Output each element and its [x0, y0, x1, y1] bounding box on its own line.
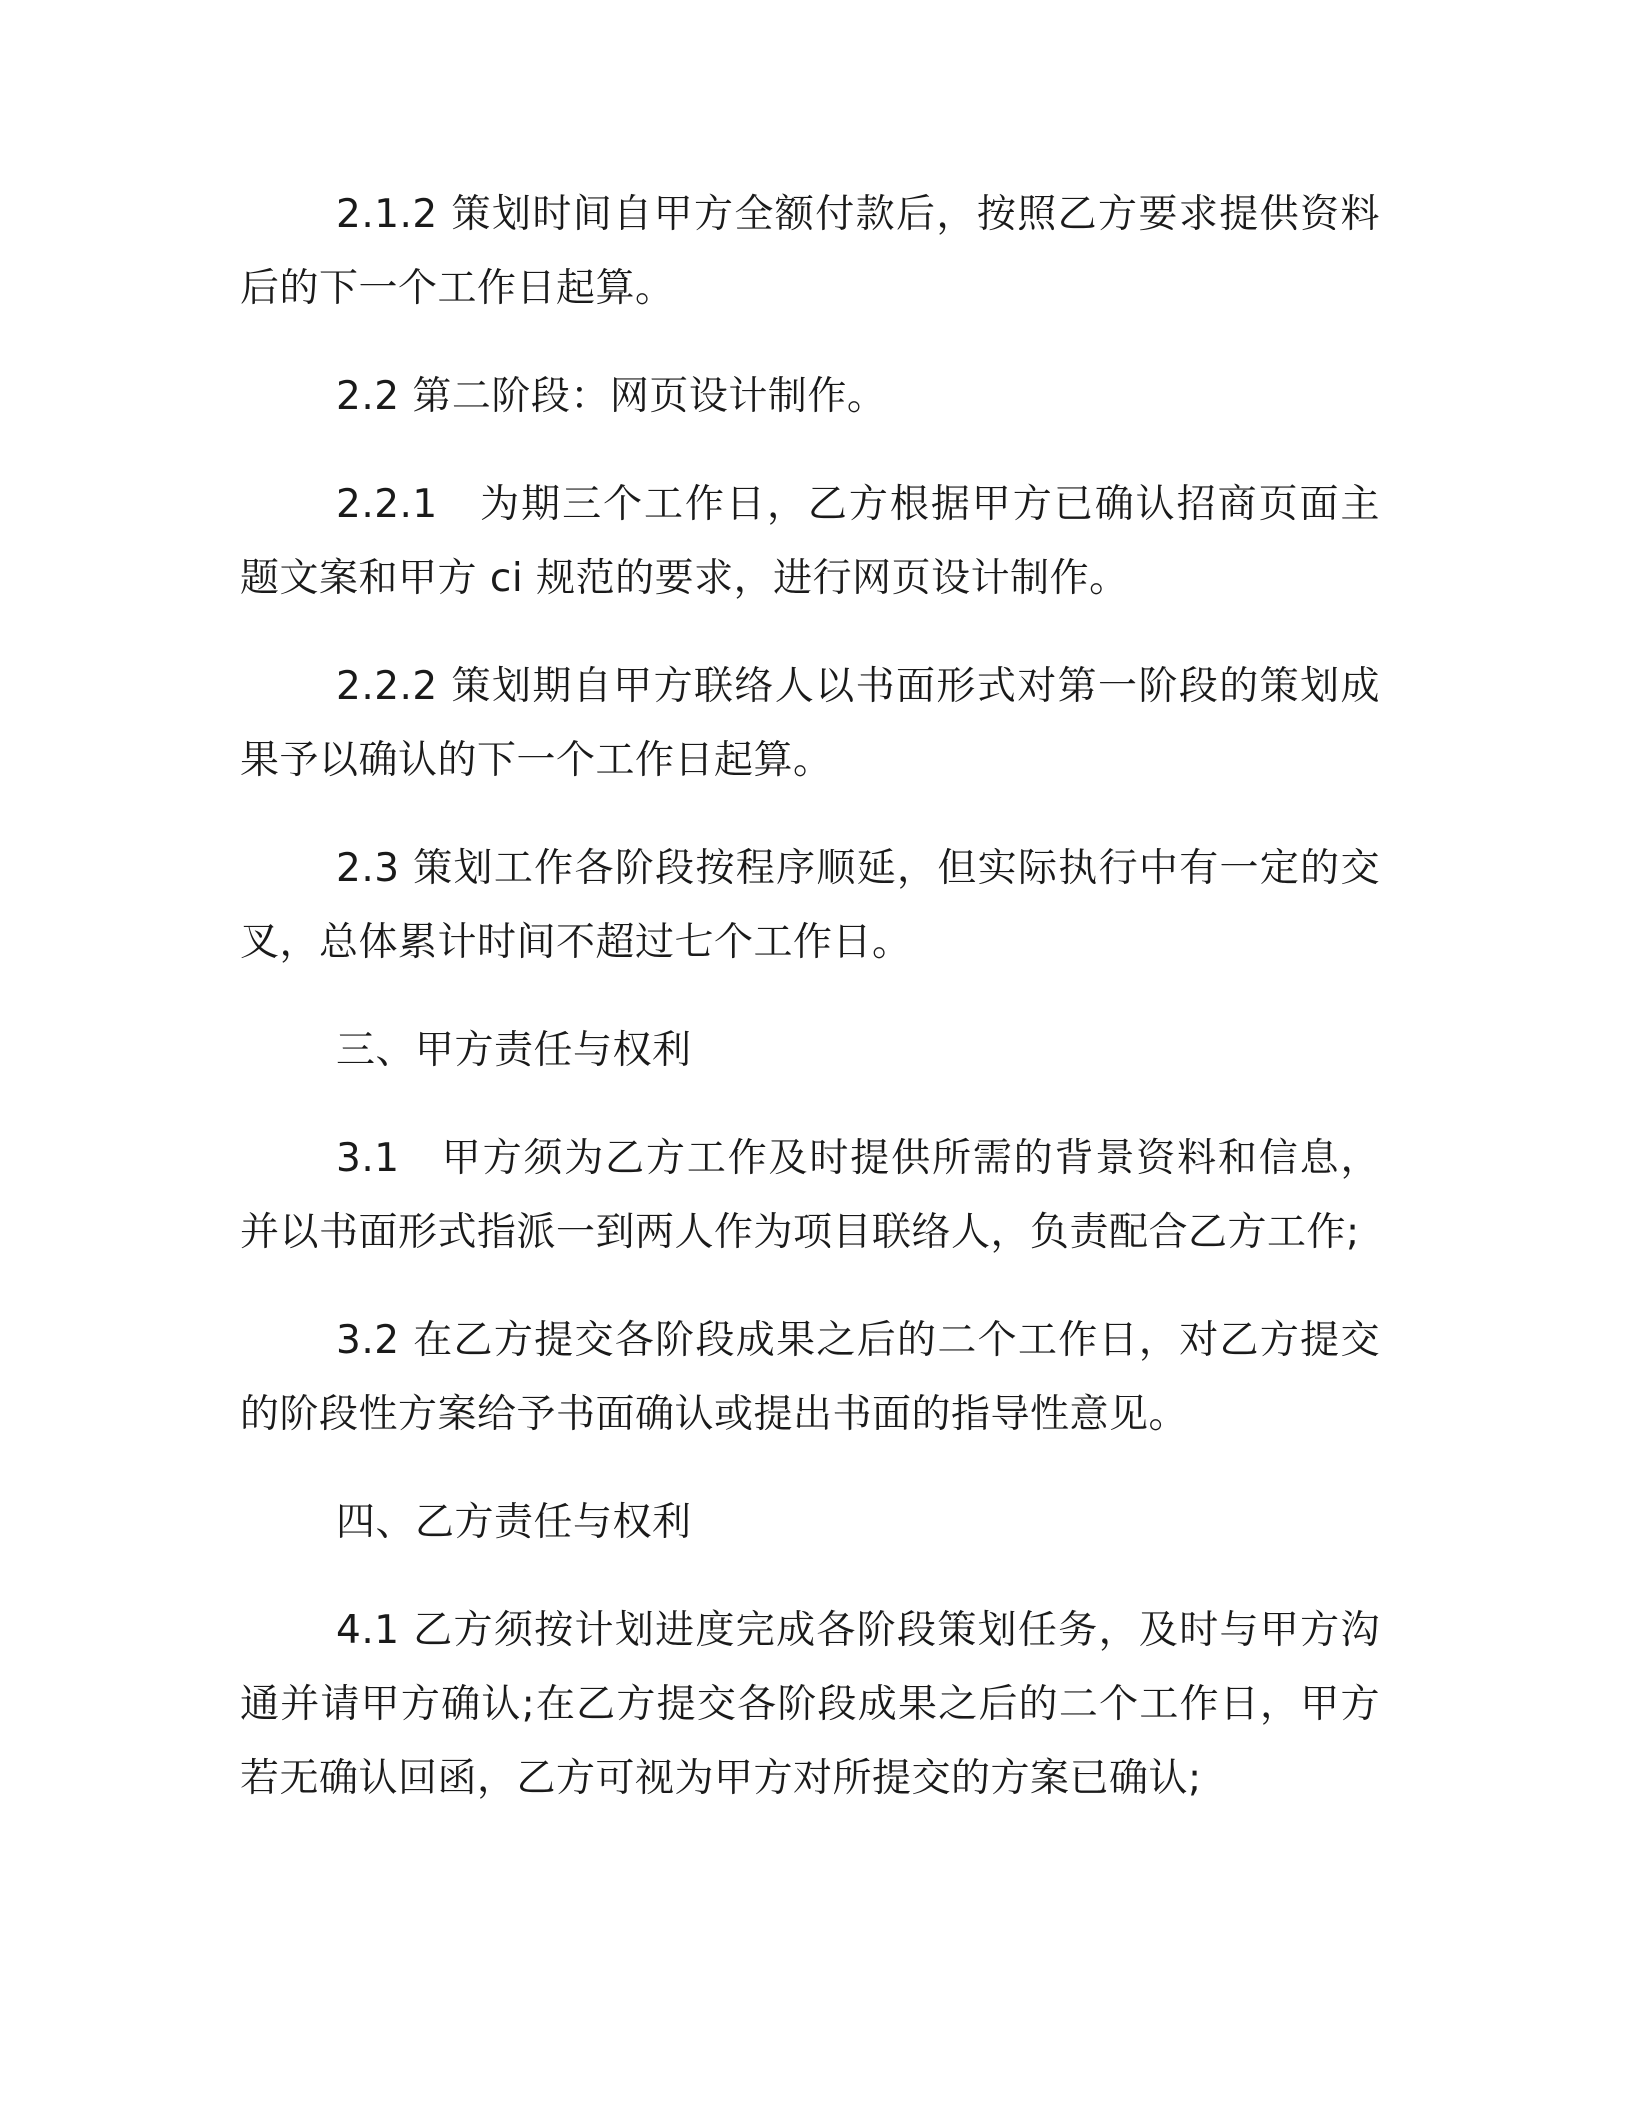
paragraph-3-1: 3.1 甲方须为乙方工作及时提供所需的背景资料和信息，并以书面形式指派一到两人作为项目联络人，负责配合乙方工作;: [240, 1136, 1380, 1255]
paragraph-4-1: 4.1 乙方须按计划进度完成各阶段策划任务，及时与甲方沟通并请甲方确认;在乙方提交各阶段成果之后的二个工作日，甲方若无确认回函，乙方可视为甲方对所提交的方案已确认;: [240, 1608, 1380, 1801]
paragraph-2-3: 2.3 策划工作各阶段按程序顺延，但实际执行中有一定的交叉，总体累计时间不超过七个工作日。: [240, 846, 1380, 965]
section-heading-party-b: 四、乙方责任与权利: [336, 1500, 692, 1545]
paragraph-2-1-2: 2.1.2 策划时间自甲方全额付款后，按照乙方要求提供资料后的下一个工作日起算。: [240, 192, 1380, 311]
paragraph-2-2-2: 2.2.2 策划期自甲方联络人以书面形式对第一阶段的策划成果予以确认的下一个工作日起算。: [240, 664, 1380, 783]
paragraph-2-2-1: 2.2.1 为期三个工作日，乙方根据甲方已确认招商页面主题文案和甲方 ci 规范的要求，进行网页设计制作。: [240, 482, 1380, 601]
document-body: [240, 178, 1380, 1816]
paragraph-2-2: 2.2 第二阶段：网页设计制作。: [336, 374, 887, 419]
section-heading-party-a: 三、甲方责任与权利: [336, 1028, 692, 1073]
paragraph-3-2: 3.2 在乙方提交各阶段成果之后的二个工作日，对乙方提交的阶段性方案给予书面确认或提出书面的指导性意见。: [240, 1318, 1380, 1437]
